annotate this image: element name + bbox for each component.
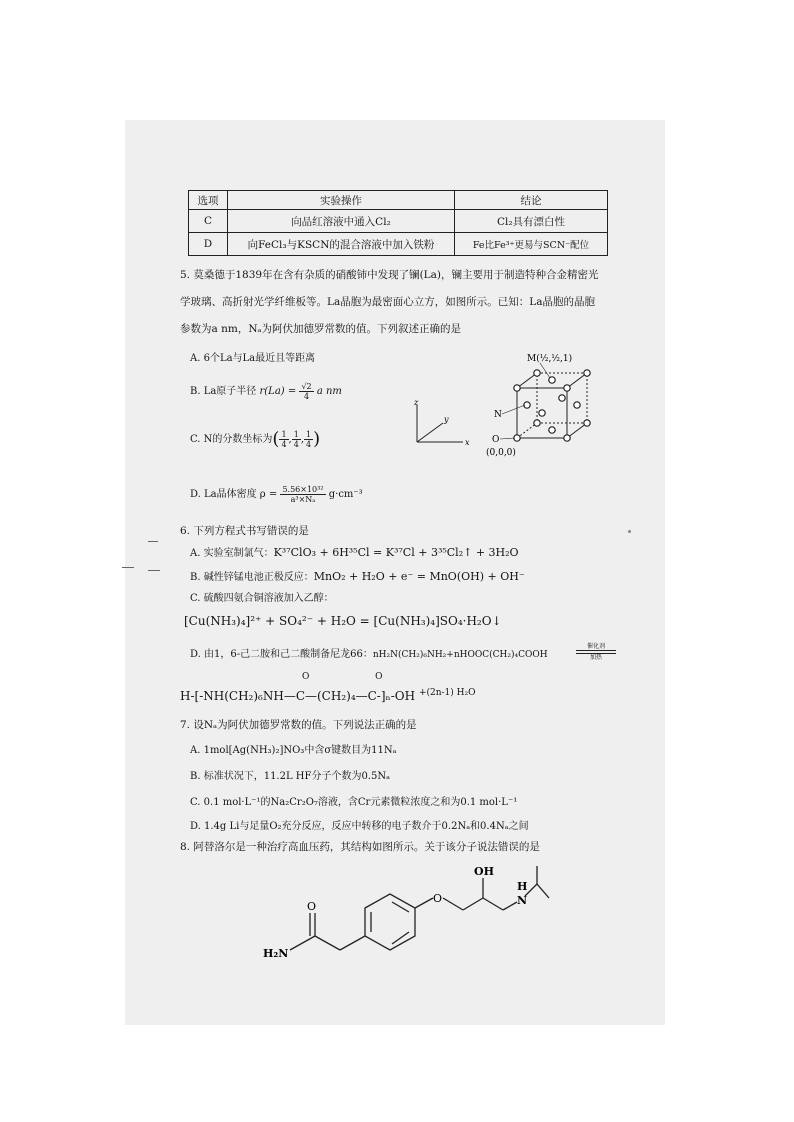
q6-option-a-prefix: A. 实验室制氯气： [190,548,274,559]
table-cell-option: C [189,210,228,233]
q6-option-a-equation: K³⁷ClO₃ + 6H³⁵Cl = K³⁷Cl + 3³⁵Cl₂↑ + 3H₂O [273,546,519,559]
table-cell-conclusion: Fe比Fe³⁺更易与SCN⁻配位 [455,233,608,256]
la-atoms [514,370,590,441]
scan-mark [122,567,134,568]
table-header-option: 选项 [189,191,228,210]
q5-coord-den: 4 [306,440,312,449]
q5-option-b-fraction [299,382,313,401]
origin-label: (0,0,0) [486,448,516,458]
q6-option-a [190,546,519,561]
q5-option-d-suffix: g·cm⁻³ [328,489,363,500]
table-header-operation: 实验操作 [228,191,455,210]
scan-mark [628,530,631,533]
experiment-table [188,190,608,256]
q6-polymer-carbonyls [302,672,392,682]
label-m: M(½,½,1) [527,354,573,364]
label-n: N [494,410,502,420]
q6-option-b-equation: MnO₂ + H₂O + e⁻ = MnO(OH) + OH⁻ [313,570,525,583]
amine-h-label: H [517,880,528,893]
q5-option-d-denominator: a³×Nₐ [290,495,316,504]
scan-mark [148,541,158,542]
q8-stem: 8. 阿替洛尔是一种治疗高血压药，其结构如图所示。关于该分子说法错误的是 [180,841,540,853]
q6-condition-heat: 加热 [589,654,602,661]
label-o: O [492,435,500,445]
q6-condition-catalyst: 催化剂 [586,643,605,650]
q6-option-c-prefix: C. 硫酸四氨合铜溶液加入乙醇： [190,593,334,604]
atenolol-structure [255,858,555,968]
q5-option-d-fraction [280,485,325,504]
q5-option-b-numerator: √2 [301,382,312,391]
table-cell-operation: 向FeCl₃与KSCN的混合溶液中加入铁粉 [228,233,455,256]
q5-option-b-prefix: B. La原子半径 [190,386,257,397]
table-row [189,233,608,256]
table-cell-operation: 向品红溶液中通入Cl₂ [228,210,455,233]
amide-label: H₂N [263,947,289,960]
q5-coord-num: 1 [293,430,299,439]
q5-option-c-prefix: C. N的分数坐标为 [190,434,273,445]
unit-cell-diagram [482,348,612,458]
x-axis-label: x [465,438,470,447]
table-row [189,210,608,233]
q5-option-a: A. 6个La与La最近且等距离 [190,353,316,364]
q5-coord-num: 1 [281,430,287,439]
q5-option-b-suffix: a nm [316,386,342,397]
q5-option-d [190,485,363,504]
q5-option-d-prefix: D. La晶体密度 ρ = [190,489,278,500]
table-cell-conclusion: Cl₂具有漂白性 [455,210,608,233]
q6-polymer [180,688,476,703]
q5-option-b-denominator: 4 [303,392,310,401]
q5-stem-line2: 学玻璃、高折射光学纤维板等。La晶胞为最密面心立方，如图所示。已知：La晶胞的晶胞 [180,296,595,308]
y-axis [417,423,443,442]
q5-coord-den: 4 [281,440,287,449]
q5-coord-den: 4 [293,440,299,449]
ether-o-label: O [433,892,443,905]
q6-option-d-equation: nH₂N(CH₂)₆NH₂+nHOOC(CH₂)₄COOH [372,650,548,660]
q6-polymer-byproduct: +(2n-1) H₂O [418,688,476,698]
q7-stem: 7. 设Nₐ为阿伏加德罗常数的值。下列说法正确的是 [180,719,417,731]
q6-option-c-equation: [Cu(NH₃)₄]²⁺ + SO₄²⁻ + H₂O = [Cu(NH₃)₄]SO₄·H₂O↓ [184,614,502,628]
hydroxyl-label: OH [474,865,494,878]
q5-option-b-expr: r(La) = [259,386,297,397]
q7-option-a: A. 1mol[Ag(NH₃)₂]NO₃中含σ键数目为11Nₐ [190,745,397,756]
q5-option-c: C. N的分数坐标为( $\frac{1}{4}$ , $\frac{1}{4}$ , $\frac{1}{4}$ ) [190,428,321,450]
q5-stem-line3: 参数为a nm，Nₐ为阿伏加德罗常数的值。下列叙述正确的是 [180,323,462,335]
q6-option-b [190,570,525,585]
y-axis-label: y [444,415,449,424]
q5-option-b [190,382,342,401]
q6-option-b-prefix: B. 碱性锌锰电池正极反应： [190,572,314,583]
q6-reaction-arrow [576,643,616,661]
carbonyl-o-label: O [307,900,317,913]
nylon66-structure: H-[-NH(CH₂)₆NH—C—(CH₂)₄—C-]ₙ-OH [180,689,416,703]
q7-option-c: C. 0.1 mol·L⁻¹的Na₂Cr₂O₇溶液，含Cr元素微粒浓度之和为0.1 mol·L⁻¹ [190,797,518,808]
q5-option-d-numerator: 5.56×10³² [282,485,324,494]
q5-coord-fraction [304,430,313,449]
q5-coord-fraction [279,430,288,449]
carbonyl-o-left: O [302,672,310,682]
q6-option-d [190,648,548,662]
q6-option-d-prefix: D. 由1，6-己二胺和己二酸制备尼龙66： [190,649,373,660]
amine-n-label: N [517,894,528,907]
q6-stem: 6. 下列方程式书写错误的是 [180,525,309,537]
carbonyl-o-right: O [375,672,383,682]
scan-mark [148,570,160,571]
table-header-conclusion: 结论 [455,191,608,210]
q5-coord-fraction [292,430,301,449]
q5-coord-num: 1 [306,430,312,439]
benzene-ring [365,894,415,950]
table-cell-option: D [189,233,228,256]
axes-diagram [405,395,475,450]
q5-stem-line1: 5. 莫桑德于1839年在含有杂质的硝酸铈中发现了镧(La)，镧主要用于制造特种合金精密光 [180,269,599,281]
q7-option-d: D. 1.4g Li与足量O₂充分反应，反应中转移的电子数介于0.2Nₐ和0.4Nₐ之间 [190,821,529,832]
z-axis-label: z [414,398,419,407]
q7-option-b: B. 标准状况下，11.2L HF分子个数为0.5Nₐ [190,771,390,782]
